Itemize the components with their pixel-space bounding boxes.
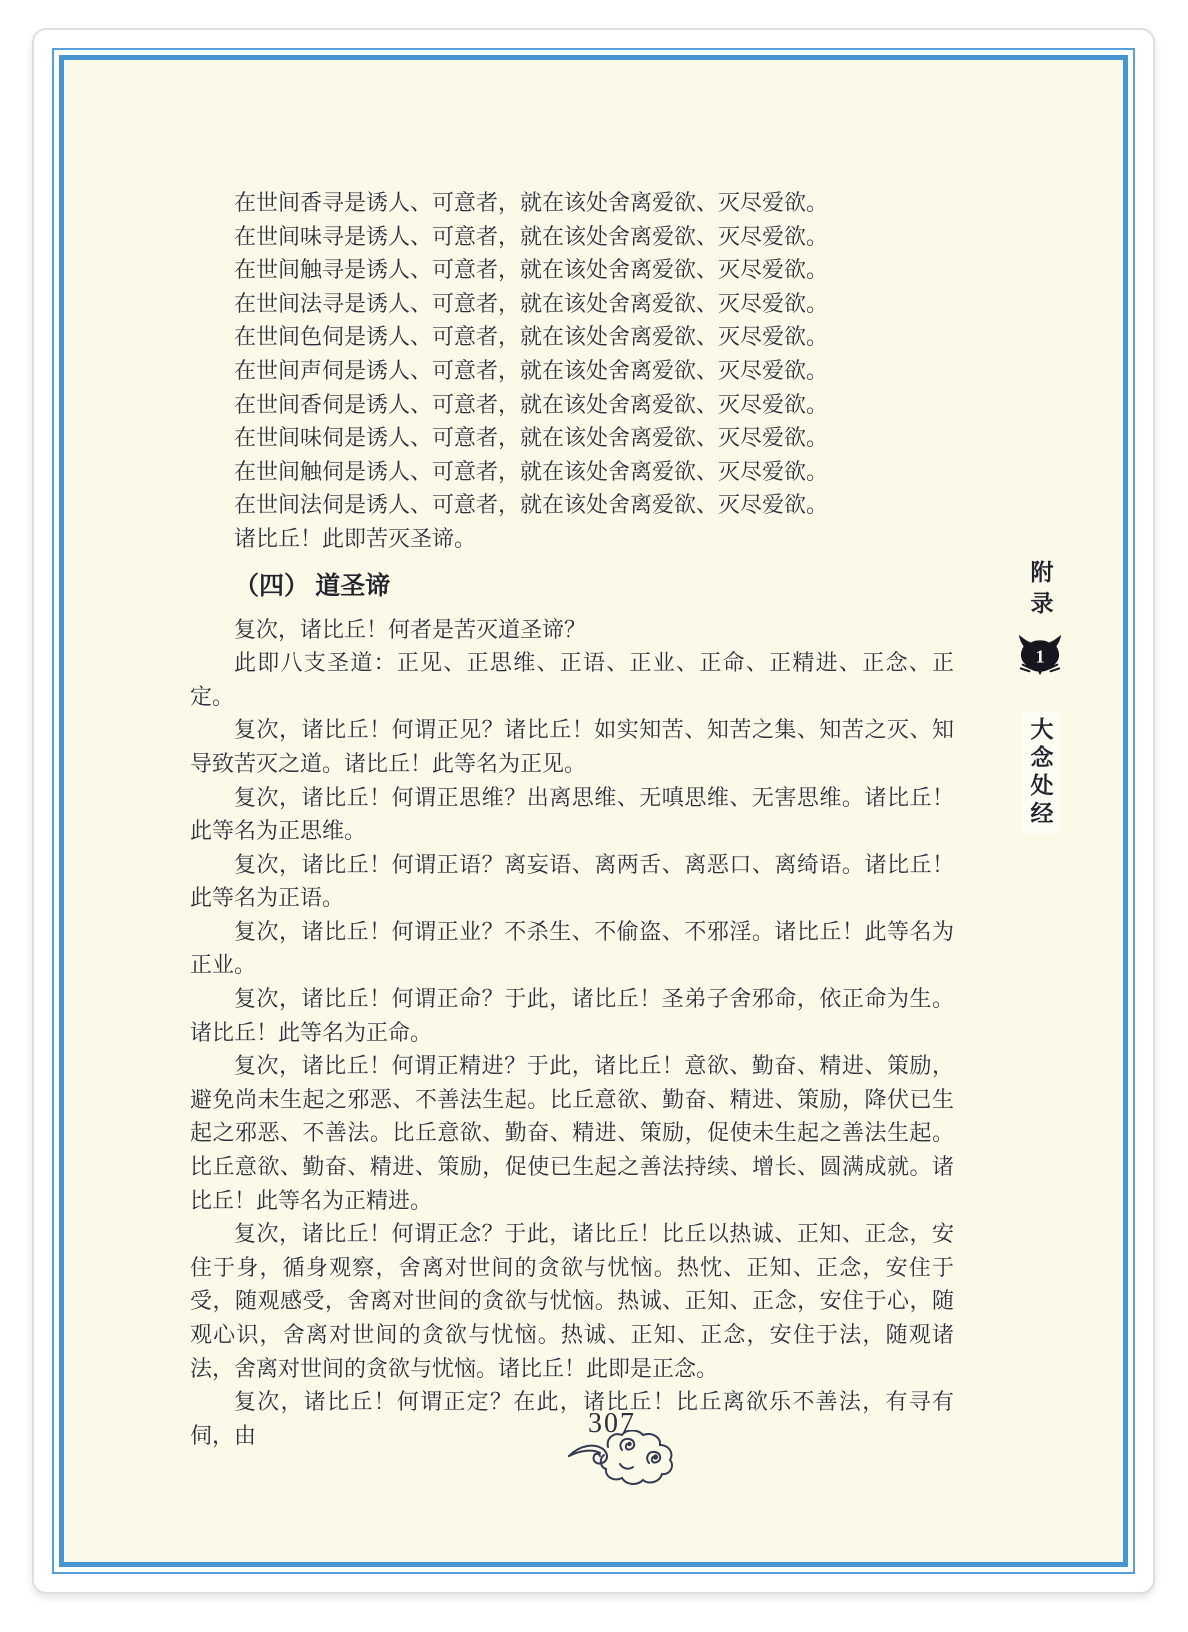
- sutra-line: 在世间法寻是诱人、可意者，就在该处舍离爱欲、灭尽爱欲。: [234, 290, 829, 316]
- page-number: 307: [588, 1408, 636, 1439]
- chapter-title: 大念处经: [1027, 717, 1053, 829]
- sutra-paragraph: 复次，诸比丘！何谓正语？离妄语、离两舌、离恶口、离绮语。诸比丘！此等名为正语。: [190, 851, 954, 911]
- margin-tab-appendix: [1016, 560, 1064, 834]
- sutra-line: 在世间味寻是诱人、可意者，就在该处舍离爱欲、灭尽爱欲。: [234, 223, 829, 249]
- sutra-line: 在世间触伺是诱人、可意者，就在该处舍离爱欲、灭尽爱欲。: [234, 458, 829, 484]
- cloud-ornament-icon: [566, 1430, 694, 1493]
- sutra-line: 诸比丘！此即苦灭圣谛。: [234, 525, 477, 551]
- section-heading: （四） 道圣谛: [234, 572, 391, 600]
- sutra-paragraph: 复次，诸比丘！何谓正念？于此，诸比丘！比丘以热诚、正知、正念，安住于身，循身观察，舍离对世间的贪欲与忧恼。热忱、正知、正念，安住于受，随观感受，舍离对世间的贪欲与忧恼。热诚、正知、正念，安住于心，随观心识，舍离对世间的贪欲与忧恼。热诚、正知、正念，安住于法，随观诸法，舍离对世间的贪欲与忧恼。诸比丘！此即是正念。: [190, 1221, 954, 1381]
- sutra-line: 在世间色伺是诱人、可意者，就在该处舍离爱欲、灭尽爱欲。: [234, 324, 829, 350]
- sutra-line: 在世间声伺是诱人、可意者，就在该处舍离爱欲、灭尽爱欲。: [234, 357, 829, 383]
- sutra-paragraph: 复次，诸比丘！何者是苦灭道圣谛？: [234, 616, 587, 642]
- sutra-line: 在世间味伺是诱人、可意者，就在该处舍离爱欲、灭尽爱欲。: [234, 425, 829, 451]
- sutra-paragraph: 此即八支圣道：正见、正思维、正语、正业、正命、正精进、正念、正定。: [190, 650, 954, 709]
- sutra-paragraph: 复次，诸比丘！何谓正业？不杀生、不偷盗、不邪淫。诸比丘！此等名为正业。: [190, 918, 954, 978]
- badge-number: 1: [1035, 646, 1045, 667]
- main-text-column: [190, 186, 954, 1452]
- sutra-line: 在世间香寻是诱人、可意者，就在该处舍离爱欲、灭尽爱欲。: [234, 190, 829, 215]
- appendix-label: 附录: [1027, 560, 1053, 622]
- chapter-tab: [1021, 712, 1060, 834]
- sutra-paragraph: 复次，诸比丘！何谓正定？在此，诸比丘！比丘离欲乐不善法，有寻有伺，由: [190, 1389, 954, 1448]
- bat-badge-icon: [1016, 632, 1064, 678]
- sutra-line: 在世间香伺是诱人、可意者，就在该处舍离爱欲、灭尽爱欲。: [234, 391, 829, 417]
- sutra-paragraph: 复次，诸比丘！何谓正精进？于此，诸比丘！意欲、勤奋、精进、策励，避免尚未生起之邪恶、不善法生起。比丘意欲、勤奋、精进、策励，降伏已生起之邪恶、不善法。比丘意欲、勤奋、精进、策励，促使未生起之善法生起。比丘意欲、勤奋、精进、策励，促使已生起之善法持续、增长、圆满成就。诸比丘！此等名为正精进。: [190, 1053, 954, 1213]
- sutra-line: 在世间触寻是诱人、可意者，就在该处舍离爱欲、灭尽爱欲。: [234, 257, 829, 283]
- sutra-paragraph: 复次，诸比丘！何谓正见？诸比丘！如实知苦、知苦之集、知苦之灭、知导致苦灭之道。诸比丘！此等名为正见。: [190, 717, 954, 776]
- sutra-paragraph: 复次，诸比丘！何谓正命？于此，诸比丘！圣弟子舍邪命，依正命为生。诸比丘！此等名为正命。: [190, 986, 954, 1045]
- sutra-line: 在世间法伺是诱人、可意者，就在该处舍离爱欲、灭尽爱欲。: [234, 492, 829, 518]
- sutra-paragraph: 复次，诸比丘！何谓正思维？出离思维、无嗔思维、无害思维。诸比丘！此等名为正思维。: [190, 784, 954, 844]
